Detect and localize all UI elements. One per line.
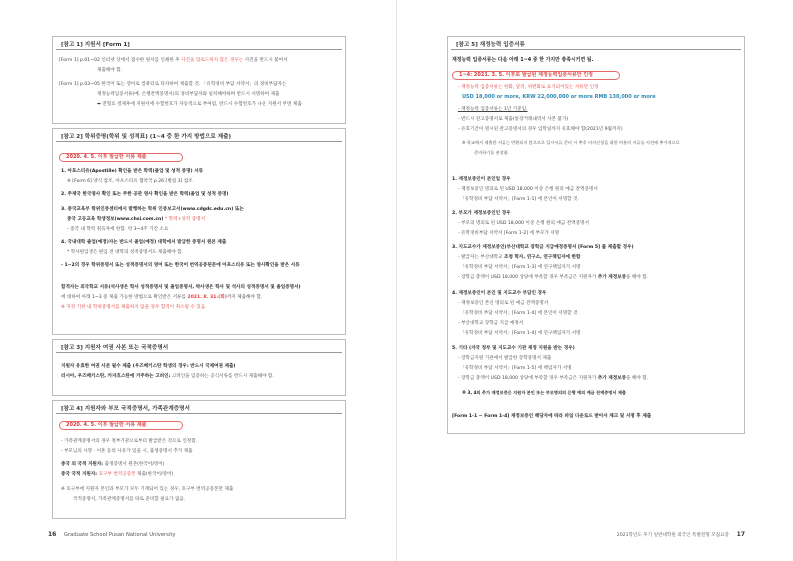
left-page: [0, 0, 396, 561]
item-heading: 5. 기타 (자국 정부 및 지도교수 기관 재정 지원을 받는 경우): [452, 346, 575, 351]
section-ref1: [52, 36, 346, 124]
text-line: 재정능력입증서류(예. 은행잔액증명서)의 경비부담자와 일치해야하며 반드시 서명하여 제출: [97, 92, 280, 97]
text-line: 중국 국적 지원자: 호구부 번역공증본 제출(한국어/영어): [61, 472, 174, 477]
item-heading: 3. 지도교수가 재정보증인(부산대학교 장학금 지급예정증명서 [Form 5] 를 제출할 경우): [452, 245, 634, 250]
item-heading: 4. 재정보증인이 본인 및 지도교수 부담인 경우: [452, 291, 547, 296]
divider: [56, 352, 342, 353]
section-title: [참고 4] 지원자와 부모 국적증명서, 가족관계증명서: [61, 406, 190, 412]
section-title: [참고 1] 지원서 [Form 1]: [61, 42, 130, 48]
note-line: ※ 3, 4의 추가 재정보증은 지원자 본인 또는 부모명의의 은행 예의 예금 잔액증명서 제출: [462, 390, 626, 395]
final-instruction: [Form 1-1 ~ Form 1-4] 재정보증인 해당자에 따라 파일 다운로드 받아서 체크 및 서명 후 제출: [452, 414, 652, 419]
text-line: ➡ 전형료 결제후에 지원서에 수험번호가 자동적으로 부여됨, 반드시 수험번호가 나온 지원서 무면 제출: [97, 102, 302, 107]
list-note: ※ [Form 6] 양식 참조, 아포스티유 협약국 p.26 [별첨 3] 참조: [67, 179, 193, 184]
text-line: - 재정능력 입증서류는 한화, 달러, 위엔화로 표기되어있는 서류만 인정: [458, 85, 599, 90]
item-heading: 2. 부모가 재정보증인인 경우: [452, 211, 511, 216]
text-line: - 부모의 명의로 된 USD 18,000 이상 은행 원의 예금 잔액증명서: [458, 221, 589, 226]
text-line: ※ 호구부에 지원자 본인과 부모가 모두 기재되어 있는 경우, 호구부 번역공증본만 제출: [61, 487, 234, 492]
footer-text: Graduate School Pusan National University: [64, 532, 176, 538]
text-line: - 재정보증인 명의로 된 USD 18,000 이상 은행 원의 예금 잔액증명서: [458, 187, 598, 192]
divider: [451, 49, 741, 50]
note-line: 준비하기를 권장함.: [474, 150, 510, 155]
list-item: 4. 국내대학 졸업(예정)자는 반드시 졸업(예정) 대학에서 발급한 증명서 원본 제출: [61, 240, 227, 245]
divider: [56, 49, 342, 50]
note-line: ※ 학교에서 제출한 서류는 반환되지 않으므로 입시서류 준비 시 추후 비자신청을 위한 여분의 서류를 사전에 추가적으로: [462, 140, 680, 145]
section-title: [참고 3] 지원자 여권 사본 또는 국적증명서: [61, 345, 169, 351]
text-line: - 장학금 총액이 USD 18,000 상당에 부족할 경우 부족금은 지원자가 추가 재정보증을 해야 함.: [458, 376, 649, 381]
text-line: [Form 1] p.03~05 한국어 또는 영어로 컴퓨터로 타자하여 제출할 것. 「유학경비 부담 서약서」의 경비부담자는: [59, 82, 287, 87]
list-item: 2. 주재국 한국영사 확인 또는 주한 공관 영사 확인을 받은 학력(졸업 및 성적 증명): [61, 192, 229, 197]
date-badge: 2020. 4. 5. 이후 발급한 서류 제출: [59, 153, 183, 162]
text-line: 「유학경비 부담 서약서」[Form 1-5] 에 책임자가 서명: [460, 366, 572, 371]
text-line: 「유학경비 부담 서약서」[Form 1-4] 에 본인이 서명할 것.: [460, 311, 579, 316]
right-page: [397, 0, 793, 561]
text-line: - 유효기간이 명시된 잔고증명서의 경우 입학일까지 유효해야 함(2021년 9월까지): [458, 127, 623, 132]
list-item: 중국 고등교육 학생정보(www.chsi.com.cn) * 학력+성적 증명서: [67, 217, 206, 222]
text-line: - 반드시 잔고증명서로 제출(통장거래내역서 사본 불가): [458, 117, 569, 122]
item-heading: 1. 재정보증인이 본인일 경우: [452, 177, 511, 182]
list-note: - 중국 내 학력 취득자에 한함. 약 3~4주 기간 소요: [67, 227, 169, 232]
section-ref2: [52, 128, 346, 335]
divider: [56, 141, 342, 142]
list-item: 3. 중국교육부 학위인증센터에서 발행하는 학위 인증보고서(www.cdgdc.edu.cn) 또는: [61, 207, 244, 212]
section-title: [참고 5] 재정능력 입증서류: [456, 42, 525, 48]
text-line: 제출해야 함.: [97, 68, 123, 73]
text-line: 에 대하여 아래 1~3 중 제출 가능한 방법으로 확인받은 서류를 2021. 8. 31.(화)까지 제출해야 함.: [61, 295, 263, 300]
intro-text: 재정능력 입증서류는 다음 아래 1~4 중 한 가지만 충족시키면 됨.: [452, 57, 594, 63]
text-line: - 장학금 총액이 USD 18,000 상당에 부족할 경우 부족금은 지원자가 추가 재정보증을 해야 함.: [458, 275, 649, 280]
text-line: - 부산대학교 장학금 지급 예정서: [458, 321, 524, 326]
section-ref4: [52, 400, 346, 519]
text-line: - 재정능력 입증서류는 1년 기준임.: [458, 107, 528, 112]
section-title: [참고 2] 학위증명(학위 및 성적표) (1~4 중 한 가지 방법으로 제출): [61, 134, 232, 140]
date-badge: 1~4: 2021. 3. 5. 이후로 발급된 재정능력입증서류만 인정: [452, 71, 620, 80]
page-number: 16: [48, 531, 57, 538]
list-note: * 학사편입생은 편입 전 대학의 성적증명서도 제출해야 함.: [67, 250, 184, 255]
text-line: 합격자는 외국학교 서류(석사생은 학사 성적증명서 및 졸업증명서, 박사생은 학사 및 석사의 성적증명서 및 졸업증명서): [61, 285, 301, 290]
date-badge: 2020. 4. 5. 이후 발급한 서류 제출: [59, 421, 183, 430]
text-line: - 가족관계증명서의 경우 정부기관으로부터 발급받은 것으로 인정함.: [61, 439, 198, 444]
text-line: 「유학경비 부담 서약서」[Form 1-3] 에 연구책임자가 서명: [460, 265, 581, 270]
text-line: 「유학경비 부담 서약서」[Form 1-1] 에 본인이 서명할 것.: [460, 197, 579, 202]
section-ref5: [447, 36, 745, 434]
text-line: - 발급자는 부산대학교 조청 학자, 연구소, 연구책임자에 한함: [458, 255, 581, 260]
text-line: - 유학경비부담 서약서 [Form 1-2] 에 부모가 서명: [458, 231, 560, 236]
page-footer: [48, 531, 175, 538]
text-line: - 부모님의 사망 · 이혼 등의 사유가 있을 시, 출생증명서 추가 제출: [61, 449, 193, 454]
text-line: 지원자 유효한 여권 사본 필수 제출 (우즈베키스탄 학생의 경우: 반드시 국제여권 제출): [61, 364, 236, 369]
page-footer: [617, 531, 745, 538]
text-line: - 재정보증인 본인 명의로 된 예금 잔액증명서: [458, 301, 549, 306]
list-item: 1. 아포스티유(Apostille) 확인을 받은 학력(졸업 및 성적 증명) 서류: [61, 169, 204, 174]
amount-line: USD 18,000 or more, KRW 22,000,000 or more RMB 130,000 or more: [462, 94, 656, 100]
footer-text: 2021학년도 후기 일반대학원 외국인 특별전형 모집요강: [616, 533, 729, 538]
text-line: 「유학경비 부담 서약서」[Form 1-4] 에 연구책임자가 서명: [460, 331, 581, 336]
text-line: 중국 외 국적 지원자: 출생증명서 원본(한국어/영어): [61, 462, 165, 467]
list-item: - 1~2의 경우 학위증명서 또는 성적증명서의 영어 또는 한국어 번역공증된문에 아포스티유 또는 영사확인을 받은 서류: [61, 263, 300, 268]
page-number: 17: [736, 531, 745, 538]
section-ref3: [52, 339, 346, 396]
text-line: - 장학금지원 기관에서 발급한 장학증명서 제출: [458, 356, 552, 361]
text-line: 러시아, 우즈베키스탄, 카자흐스탄에 거주하는 고려인: 고려인을 입증하는 공식서류를 반드시 제출해야 함.: [61, 374, 274, 379]
divider: [56, 413, 342, 414]
text-line: [Form 1] p.01~02 인터넷 상에서 접수한 원서를 인쇄한 후 사진을 업로드하지 않은 경우는 사진을 반드시 붙여서: [59, 58, 288, 63]
text-line: 국적증명서, 가족관계증명서를 따로 준비할 필요가 없음.: [73, 497, 186, 502]
warning-note: ※ 지정 기한 내 학위증명서를 제출하지 않을 경우 합격이 취소될 수 있음.: [61, 305, 207, 310]
